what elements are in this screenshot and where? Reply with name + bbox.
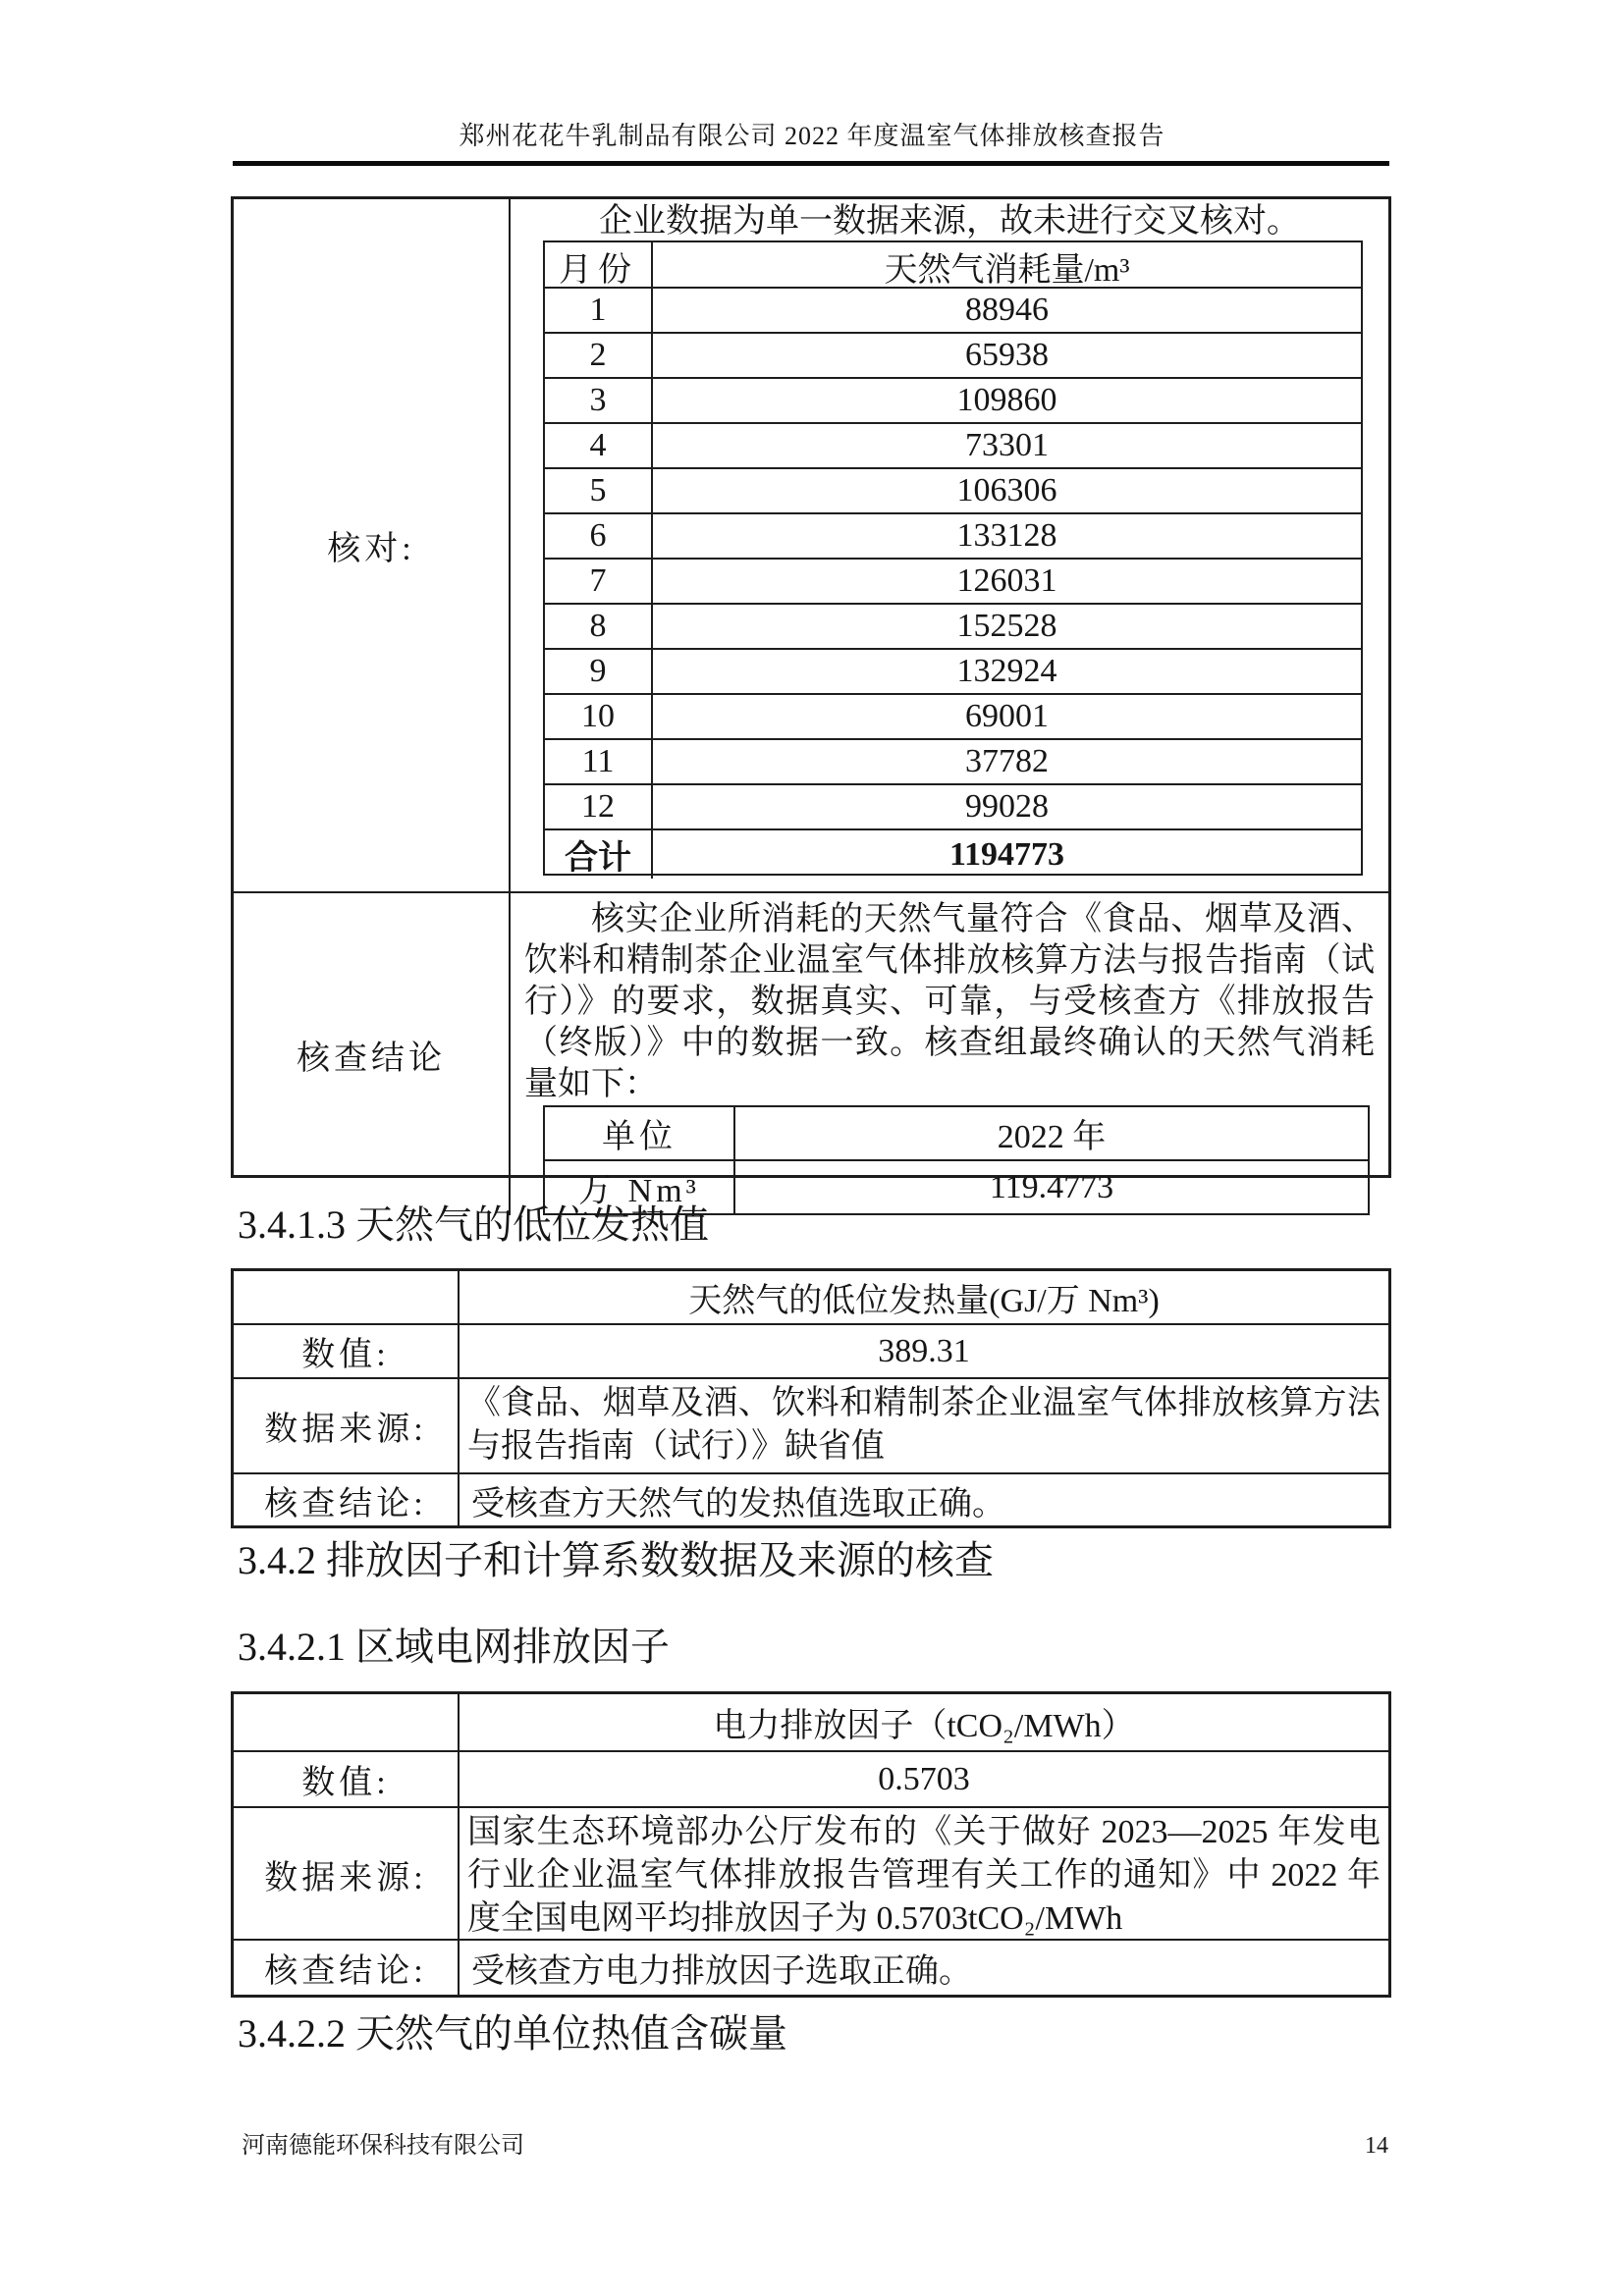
check-content-cell	[511, 199, 1388, 893]
heating-value-header: 天然气的低位发热量(GJ/万 Nm³)	[688, 1283, 1160, 1319]
total-value-cell: 1194773	[948, 835, 1065, 873]
section-heading-3413: 3.4.1.3 天然气的低位发热值	[238, 1202, 709, 1247]
source-label-cell: 数据来源:	[234, 1808, 460, 1941]
table-row	[545, 287, 1361, 332]
month-cell: 6	[545, 514, 653, 558]
header-rule	[233, 161, 1389, 166]
confirmed-consumption-table	[543, 1105, 1370, 1215]
month-cell: 12	[545, 785, 653, 828]
table-header-row	[234, 1694, 1388, 1752]
section-heading-342: 3.4.2 排放因子和计算系数数据及来源的核查	[238, 1538, 994, 1582]
value-cell: 133128	[956, 517, 1057, 554]
source-label-cell: 数据来源:	[234, 1379, 460, 1472]
value-cell: 37782	[965, 743, 1049, 779]
grid-emission-factor-table	[231, 1691, 1391, 1998]
emission-factor-header: 电力排放因子（tCO₂/MWh）	[713, 1708, 1135, 1744]
value-row	[234, 1752, 1388, 1808]
table-row	[545, 512, 1361, 558]
source-row	[234, 1379, 1388, 1474]
table-row	[545, 377, 1361, 422]
source-text: 《食品、烟草及酒、饮料和精制茶企业温室气体排放核算方法与报告指南（试行）》缺省值	[467, 1385, 1380, 1465]
value-cell: 65938	[965, 337, 1049, 373]
conclusion-row	[234, 1474, 1388, 1525]
month-cell: 2	[545, 334, 653, 377]
month-cell: 5	[545, 469, 653, 512]
value-cell: 106306	[956, 472, 1057, 508]
month-cell: 11	[545, 740, 653, 783]
month-cell: 1	[545, 289, 653, 332]
conclusion-text: 受核查方天然气的发热值选取正确。	[471, 1485, 1005, 1522]
table-row	[545, 558, 1361, 603]
table-row	[545, 648, 1361, 693]
section-heading-3421: 3.4.2.1 区域电网排放因子	[238, 1625, 670, 1669]
conclusion-label-cell: 核查结论	[234, 893, 511, 1215]
month-cell: 10	[545, 695, 653, 738]
value-cell: 0.5703	[878, 1760, 970, 1797]
section-heading-3422: 3.4.2.2 天然气的单位热值含碳量	[238, 2011, 787, 2056]
value-cell: 69001	[965, 698, 1049, 734]
conclusion-text: 受核查方电力排放因子选取正确。	[471, 1953, 972, 1990]
table-header-row	[234, 1271, 1388, 1325]
conclusion-paragraph: 核实企业所消耗的天然气量符合《食品、烟草及酒、饮料和精制茶企业温室气体排放核算方法与报告指南（试行）》的要求，数据真实、可靠，与受核查方《排放报告（终版）》中的数据一致。核查组最终确认的天然气消耗量如下：	[524, 901, 1375, 1102]
conclusion-content-cell	[511, 893, 1388, 1215]
value-cell: 126031	[956, 562, 1057, 599]
value-row	[234, 1325, 1388, 1379]
total-label-cell: 合计	[545, 830, 653, 879]
table-row	[545, 783, 1361, 828]
month-cell: 4	[545, 424, 653, 467]
page-footer	[242, 2132, 1388, 2160]
year-header-cell: 2022 年	[997, 1119, 1107, 1155]
value-cell: 88946	[965, 292, 1049, 328]
monthly-table-header-row	[545, 242, 1361, 287]
footer-page-number: 14	[1365, 2133, 1388, 2159]
value-cell: 152528	[956, 608, 1057, 644]
value-cell: 109860	[956, 382, 1057, 418]
table-row	[545, 332, 1361, 377]
table-row	[545, 603, 1361, 648]
confirmed-header-row	[545, 1107, 1368, 1159]
value-cell: 99028	[965, 788, 1049, 825]
check-label-cell: 核对:	[234, 199, 511, 893]
table-row	[545, 738, 1361, 783]
heating-value-table	[231, 1268, 1391, 1528]
source-text: 国家生态环境部办公厅发布的《关于做好 2023—2025 年发电行业企业温室气体排放报告管理有关工作的通知》中 2022 年度全国电网平均排放因子为 0.5703tCO₂/MWh	[467, 1814, 1380, 1937]
source-row	[234, 1808, 1388, 1941]
unit-cell: 万 Nm³	[545, 1161, 735, 1213]
conclusion-label-cell: 核查结论:	[234, 1474, 460, 1525]
month-cell: 3	[545, 379, 653, 422]
value-cell: 132924	[956, 653, 1057, 689]
verification-table	[231, 196, 1391, 1209]
value-label-cell: 数值:	[234, 1325, 460, 1377]
table-row	[545, 693, 1361, 738]
conclusion-row	[234, 1941, 1388, 1995]
table-row	[545, 467, 1361, 512]
monthly-consumption-table	[543, 240, 1363, 876]
month-column-header: 月份	[545, 242, 653, 291]
confirmed-value-cell: 119.4773	[989, 1168, 1114, 1205]
value-label-cell: 数值:	[234, 1752, 460, 1806]
conclusion-label-cell: 核查结论:	[234, 1941, 460, 1995]
footer-company: 河南德能环保科技有限公司	[242, 2133, 524, 2159]
empty-header-cell	[234, 1694, 460, 1750]
table-row	[545, 422, 1361, 467]
empty-header-cell	[234, 1271, 460, 1323]
month-cell: 8	[545, 605, 653, 648]
month-cell: 7	[545, 560, 653, 603]
total-row	[545, 828, 1361, 877]
unit-header-cell: 单位	[545, 1107, 735, 1159]
month-cell: 9	[545, 650, 653, 693]
value-cell: 73301	[965, 427, 1049, 463]
page-title: 郑州花花牛乳制品有限公司 2022 年度温室气体排放核查报告	[459, 122, 1165, 150]
cross-check-note: 企业数据为单一数据来源，故未进行交叉核对。	[599, 203, 1300, 240]
value-cell: 389.31	[878, 1332, 970, 1369]
value-column-header: 天然气消耗量/m³	[884, 252, 1130, 289]
